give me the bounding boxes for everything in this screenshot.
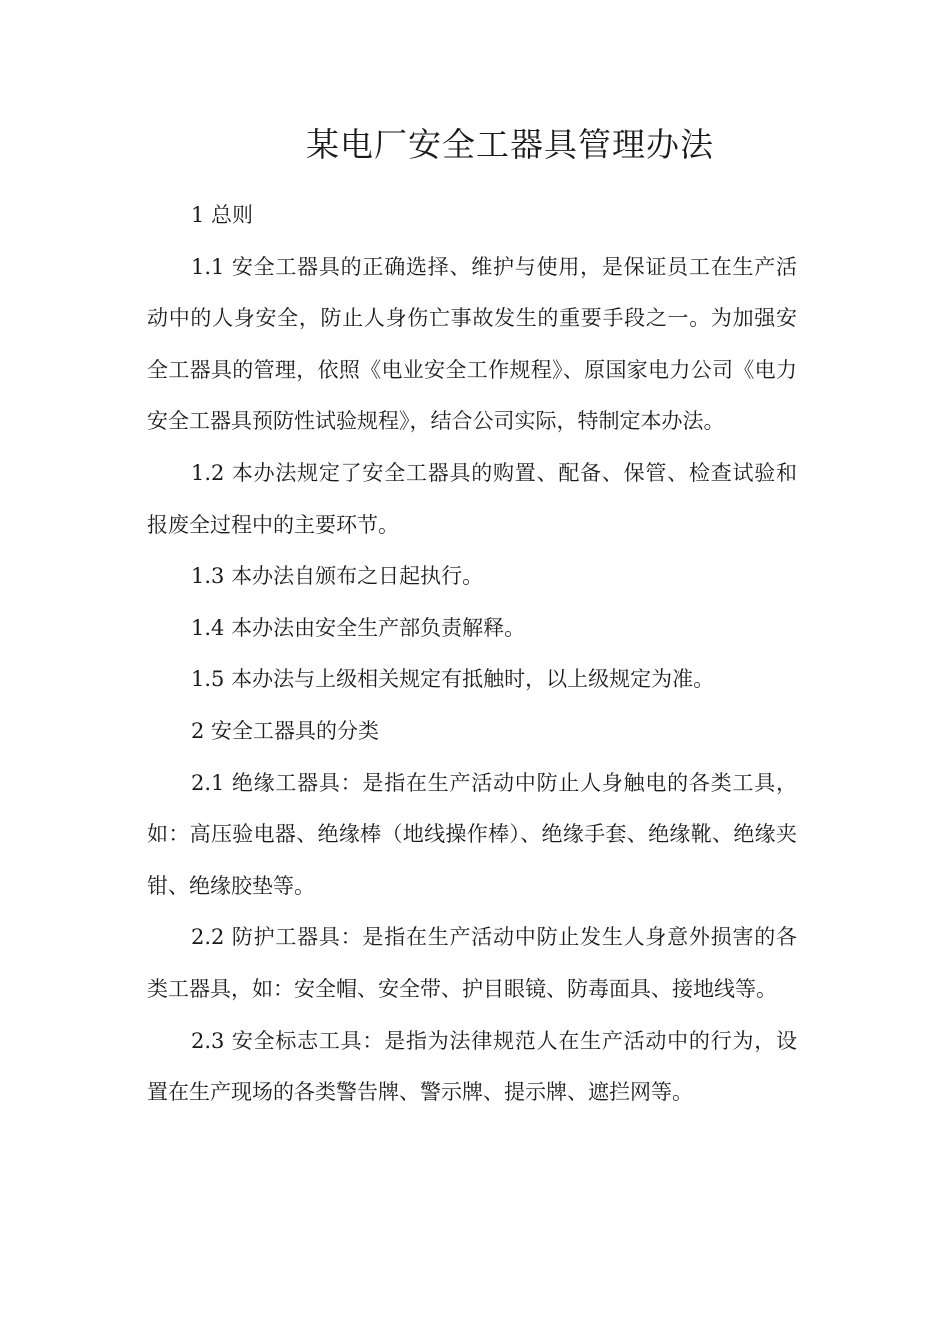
paragraph-1-5: 1.5 本办法与上级相关规定有抵触时，以上级规定为准。 <box>191 667 715 692</box>
paragraph-1-4: 1.4 本办法由安全生产部负责解释。 <box>191 615 526 640</box>
paragraph-1-2: 1.2 本办法规定了安全工器具的购置、配备、保管、检查试验和报废全过程中的主要环节。 <box>147 460 797 537</box>
paragraph-1-3: 1.3 本办法自颁布之日起执行。 <box>191 564 484 589</box>
paragraph-2-1: 2.1 绝缘工器具：是指在生产活动中防止人身触电的各类工具，如：高压验电器、绝缘棒（地线操作棒）、绝缘手套、绝缘靴、绝缘夹钳、绝缘胶垫等。 <box>147 770 797 898</box>
document-body <box>147 190 797 1119</box>
section-heading-2: 2 安全工器具的分类 <box>191 718 380 743</box>
paragraph-1-1: 1.1 安全工器具的正确选择、维护与使用，是保证员工在生产活动中的人身安全，防止人身伤亡事故发生的重要手段之一。为加强安全工器具的管理，依照《电业安全工作规程》、原国家电力公司《电力安全工器具预防性试验规程》，结合公司实际，特制定本办法。 <box>147 254 797 434</box>
paragraph-2-2: 2.2 防护工器具：是指在生产活动中防止发生人身意外损害的各类工器具，如：安全帽、安全带、护目眼镜、防毒面具、接地线等。 <box>147 925 797 1001</box>
document-title: 某电厂安全工器具管理办法 <box>306 125 714 164</box>
section-heading-1: 1 总则 <box>191 203 254 227</box>
paragraph-2-3: 2.3 安全标志工具：是指为法律规范人在生产活动中的行为，设置在生产现场的各类警告牌、警示牌、提示牌、遮拦网等。 <box>147 1028 797 1105</box>
